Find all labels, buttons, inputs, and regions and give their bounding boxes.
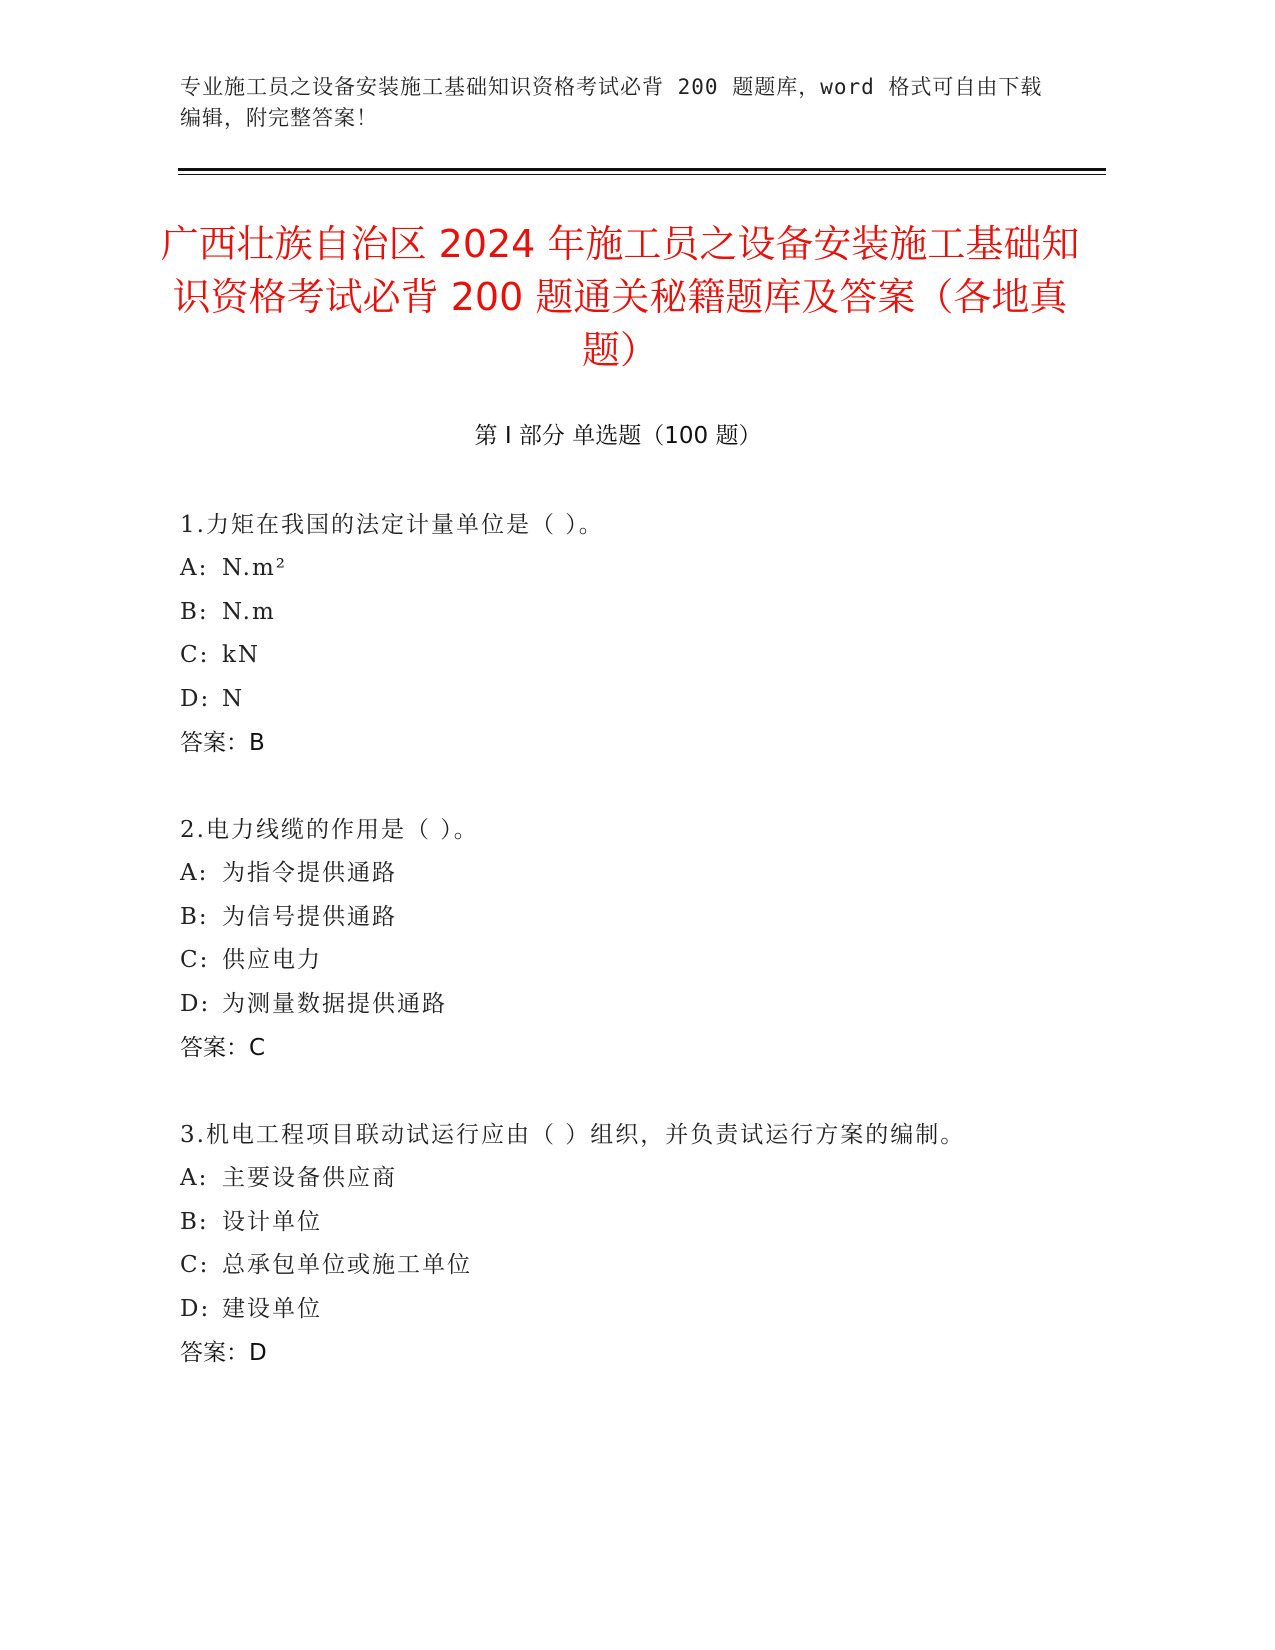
answer: 答案：C	[180, 1035, 266, 1061]
section-title: 第 I 部分 单选题（100 题）	[474, 423, 762, 449]
option-text: N	[222, 685, 245, 712]
option-letter: B:	[180, 903, 209, 930]
option-d	[180, 1288, 1060, 1332]
question-stem: 3.机电工程项目联动试运行应由（ ）组织，并负责试运行方案的编制。	[180, 1122, 966, 1148]
option-letter: B:	[180, 598, 209, 625]
option-text: 设计单位	[222, 1208, 322, 1235]
question-stem: 2.电力线缆的作用是（ ）。	[180, 817, 479, 843]
option-letter: A:	[180, 860, 209, 886]
option-c	[180, 634, 1060, 678]
document-title: 广西壮族自治区 2024 年施工员之设备安装施工基础知识资格考试必背 200 题通关秘籍题库及答案（各地真题）	[160, 222, 1080, 372]
option-text: N.m	[222, 598, 276, 625]
option-text: 为测量数据提供通路	[222, 990, 447, 1017]
option-a	[180, 852, 1060, 896]
option-text: 主要设备供应商	[222, 1165, 397, 1191]
option-text: 为信号提供通路	[222, 903, 397, 930]
answer: 答案：D	[180, 1340, 267, 1366]
option-c	[180, 939, 1060, 983]
option-text: 总承包单位或施工单位	[222, 1252, 472, 1278]
option-letter: C:	[180, 642, 210, 668]
option-a	[180, 547, 1060, 591]
option-letter: C:	[180, 947, 210, 973]
option-letter: B:	[180, 1208, 209, 1235]
option-a	[180, 1157, 1060, 1201]
option-letter: A:	[180, 1165, 209, 1191]
header-divider-thin	[178, 174, 1106, 175]
question-2	[180, 808, 1060, 1070]
option-d	[180, 678, 1060, 722]
option-letter: D:	[180, 685, 211, 712]
option-b	[180, 1201, 1060, 1245]
option-letter: A:	[180, 555, 209, 581]
question-stem: 1.力矩在我国的法定计量单位是（ ）。	[180, 512, 604, 538]
option-letter: D:	[180, 1295, 211, 1322]
header-note: 专业施工员之设备安装施工基础知识资格考试必背 200 题题库，word 格式可自由下载编辑，附完整答案！	[180, 75, 1043, 130]
option-letter: C:	[180, 1252, 210, 1278]
question-1	[180, 503, 1060, 765]
option-b	[180, 896, 1060, 940]
option-text: N.m²	[222, 555, 287, 581]
option-text: 供应电力	[222, 947, 322, 973]
option-d	[180, 983, 1060, 1027]
question-3	[180, 1113, 1060, 1375]
header-divider-thick	[178, 168, 1106, 171]
option-b	[180, 591, 1060, 635]
option-text: kN	[222, 642, 261, 668]
option-text: 建设单位	[222, 1295, 322, 1322]
option-text: 为指令提供通路	[222, 860, 397, 886]
answer: 答案：B	[180, 730, 265, 756]
option-letter: D:	[180, 990, 211, 1017]
option-c	[180, 1244, 1060, 1288]
